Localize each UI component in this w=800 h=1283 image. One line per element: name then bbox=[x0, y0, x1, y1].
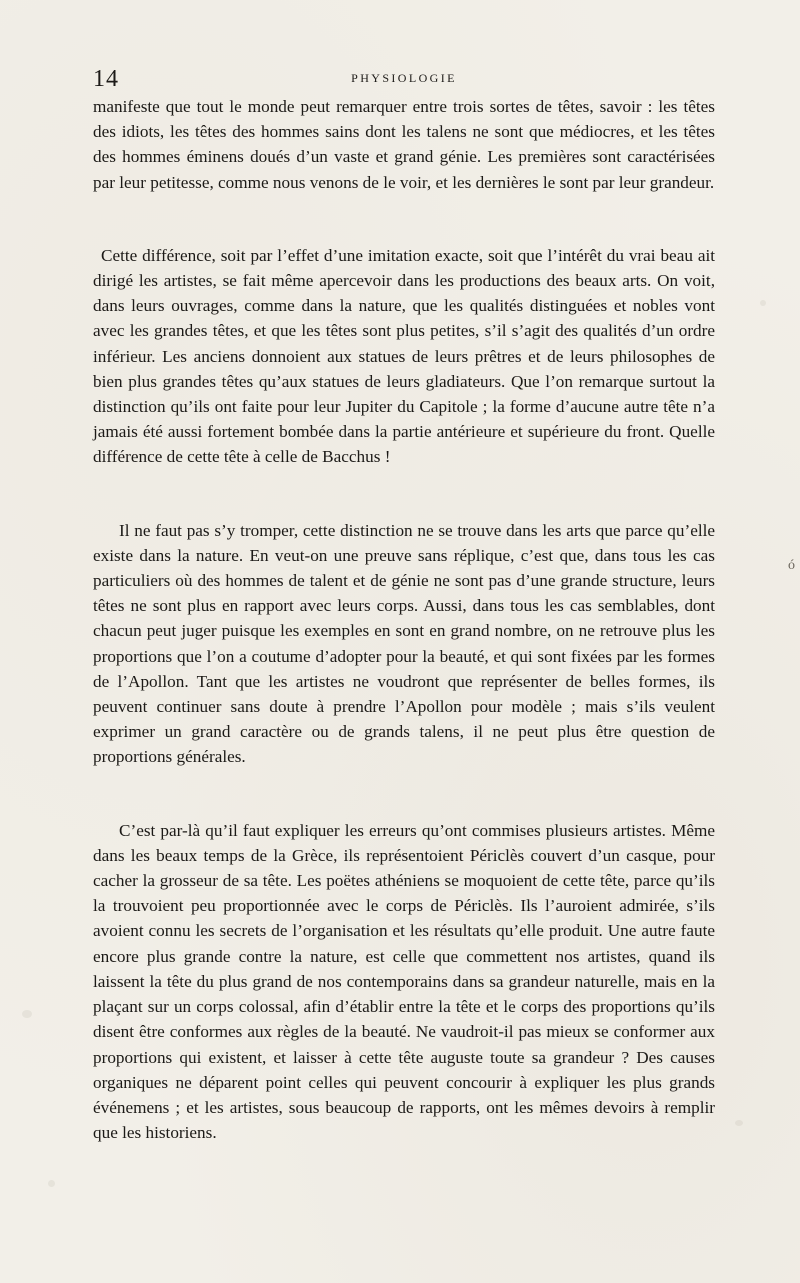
page-number: 14 bbox=[93, 66, 119, 92]
paragraph-1: manifeste que tout le monde peut remarquer entre trois sortes de têtes, savoir : les têtes des idiots, les têtes des hommes sains dont les talens ne sont que médiocres, et les têtes des hommes éminens doués d’un vaste et grand génie. Les premières sont caractérisées par leur petitesse, comme nous venons de le voir, et les dernières le sont par leur grandeur. bbox=[93, 97, 715, 192]
page-header bbox=[93, 64, 715, 94]
body-text bbox=[93, 94, 715, 1145]
margin-mark: ó bbox=[788, 558, 795, 573]
foxing-spot bbox=[760, 300, 766, 306]
foxing-spot bbox=[48, 1180, 55, 1187]
paragraph-3: Il ne faut pas s’y tromper, cette distinction ne se trouve dans les arts que parce qu’elle existe dans la nature. En veut-on une preuve sans réplique, c’est que, dans tous les cas particuliers où des hommes de talent et de génie ne sont pas d’une grande structure, leurs têtes ne sont plus en rapport avec leurs corps. Aussi, dans tous les cas semblables, dont chacun peut juger puisque les exemples en sont en grand nombre, on ne retrouve plus les proportions que l’on a coutume d’adopter pour la beauté, et qui sont fixées par les formes de l’Apollon. Tant que les artistes ne voudront que représenter de belles formes, ils peuvent continuer sans doute à prendre l’Apollon pour modèle ; mais s’ils veulent exprimer un grand caractère ou de grands talens, il ne peut plus être question de proportions générales. bbox=[93, 520, 715, 767]
foxing-spot bbox=[22, 1010, 32, 1018]
running-head: PHYSIOLOGIE bbox=[351, 71, 457, 85]
paragraph-4: C’est par-là qu’il faut expliquer les erreurs qu’ont commises plusieurs artistes. Même dans les beaux temps de la Grèce, ils représentoient Périclès couvert d’un casque, pour cacher la grosseur de sa tête. Les poëtes athéniens se moquoient de cette tête, parce qu’ils la trouvoient peu proportionnée avec le corps de Périclès. Ils l’auroient admirée, s’ils avoient connu les secrets de l’organisation et les résultats qu’elle produit. Une autre faute encore plus grande contre la nature, est celle que commettent nos artistes, quand ils laissent la tête du plus grand de nos contemporains dans sa grandeur naturelle, mais en la plaçant sur un corps colossal, afin d’établir entre la tête et le corps des proportions qu’ils disent être conformes aux règles de la beauté. Ne vaudroit-il pas mieux se conformer aux proportions qui existent, et laisser à cette tête auguste toute sa grandeur ? Des causes organiques ne déparent point celles qui peuvent concourir à expliquer les plus grands événemens ; et les artistes, sous beaucoup de rapports, ont les mêmes devoirs à remplir que les historiens. bbox=[93, 820, 715, 1143]
paragraph-2: Cette différence, soit par l’effet d’une imitation exacte, soit que l’intérêt du vrai beau ait dirigé les artistes, se fait même apercevoir dans les productions des beaux arts. On voit, dans leurs ouvrages, comme dans la nature, que les qualités distinguées et nobles vont avec les grandes têtes, et que les têtes sont plus petites, s’il s’agit des qualités d’un ordre inférieur. Les anciens donnoient aux statues de leurs prêtres et de leurs philosophes de bien plus grandes têtes qu’aux statues de leurs gladiateurs. Que l’on remarque surtout la distinction qu’ils ont faite pour leur Jupiter du Capitole ; la forme d’aucune autre tête n’a jamais été aussi fortement bombée dans la partie antérieure et supérieure du front. Quelle différence de cette tête à celle de Bacchus ! bbox=[93, 245, 715, 467]
foxing-spot bbox=[735, 1120, 743, 1126]
